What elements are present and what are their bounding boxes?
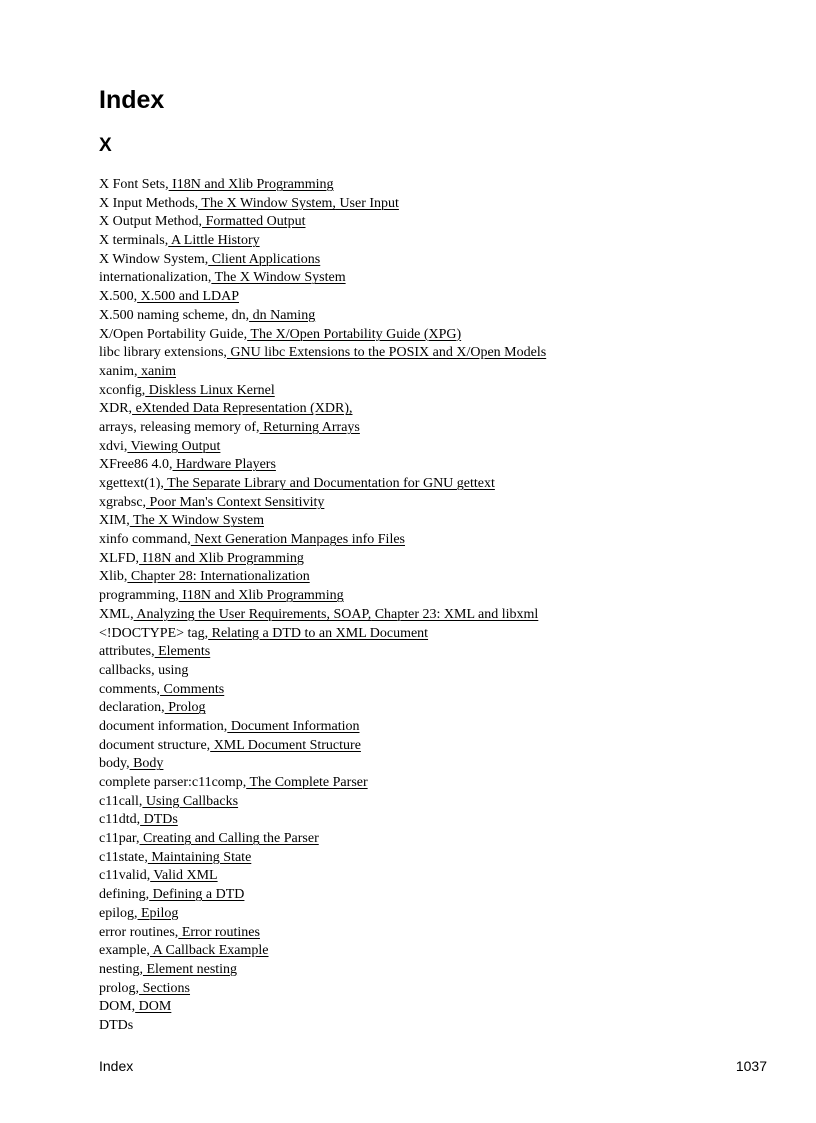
index-link[interactable]: Poor Man's Context Sensitivity (146, 494, 325, 510)
index-link[interactable]: Body (129, 756, 164, 772)
index-term: DTDs (99, 1017, 134, 1033)
index-entry (99, 867, 546, 886)
index-entry (99, 718, 546, 737)
index-term: xconfig, (99, 382, 146, 398)
index-entry (99, 587, 546, 606)
index-term: X.500 naming scheme, dn, (99, 307, 250, 323)
index-entry (99, 269, 546, 288)
index-link[interactable]: Relating a DTD to an XML Document (208, 625, 429, 641)
index-term: declaration, (99, 700, 165, 716)
index-term: programming, (99, 588, 179, 604)
index-link[interactable]: The X Window System (211, 270, 346, 286)
section-heading: X (99, 135, 112, 156)
index-term: body, (99, 756, 130, 772)
index-entry (99, 1017, 546, 1036)
index-link[interactable]: Formatted Output (202, 214, 306, 230)
index-term: X Output Method, (99, 214, 203, 230)
index-entry (99, 475, 546, 494)
index-link[interactable]: Analyzing the User Requirements, (133, 606, 330, 622)
index-entry (99, 793, 546, 812)
index-link[interactable]: Error routines (178, 924, 260, 940)
index-link[interactable]: Sections (139, 980, 191, 996)
index-term: xinfo command, (99, 532, 191, 548)
index-link[interactable]: Using Callbacks (142, 793, 239, 809)
index-link[interactable]: Viewing Output (127, 438, 221, 454)
index-entry (99, 961, 546, 980)
index-term: c11dtd, (99, 812, 141, 828)
index-link[interactable]: I18N and Xlib Programming (139, 550, 304, 566)
index-term: internationalization, (99, 270, 212, 286)
index-link[interactable]: Client Applications (208, 251, 321, 267)
index-link[interactable]: dn Naming (249, 307, 316, 323)
index-link[interactable]: xanim (137, 363, 176, 379)
index-entry (99, 998, 546, 1017)
index-entry (99, 625, 546, 644)
index-entry-list (99, 176, 546, 1036)
index-link[interactable]: Next Generation Manpages info Files (190, 532, 405, 548)
index-entry (99, 419, 546, 438)
index-link[interactable]: Defining a DTD (149, 887, 245, 903)
index-term: example, (99, 943, 150, 959)
index-link[interactable]: Diskless Linux Kernel (145, 382, 275, 398)
index-entry (99, 344, 546, 363)
index-link[interactable]: Chapter 23: XML and libxml (371, 606, 539, 622)
index-term: Xlib, (99, 569, 128, 585)
index-entry (99, 568, 546, 587)
index-entry (99, 251, 546, 270)
index-term: XIM, (99, 513, 130, 529)
index-term: prolog, (99, 980, 140, 996)
index-term: X.500, (99, 289, 138, 305)
index-link[interactable]: Element nesting (142, 961, 238, 977)
index-link[interactable]: Document Information (227, 718, 360, 734)
index-term: epilog, (99, 905, 138, 921)
index-term: X terminals, (99, 233, 169, 249)
index-entry (99, 400, 546, 419)
index-term: c11call, (99, 793, 143, 809)
index-link[interactable]: A Callback Example (149, 943, 269, 959)
index-entry (99, 755, 546, 774)
index-term: XDR, (99, 401, 133, 417)
index-link[interactable]: The X/Open Portability Guide (XPG) (247, 326, 462, 342)
index-entry (99, 176, 546, 195)
index-link[interactable]: Valid XML (150, 868, 218, 884)
index-term: comments, (99, 681, 161, 697)
index-link[interactable]: Epilog (137, 905, 179, 921)
index-entry (99, 699, 546, 718)
index-link[interactable]: X.500 and LDAP (137, 289, 240, 305)
index-term: xdvi, (99, 438, 128, 454)
index-term: xgrabsc, (99, 494, 147, 510)
index-entry (99, 195, 546, 214)
index-link[interactable]: DTDs (140, 812, 178, 828)
index-entry (99, 382, 546, 401)
index-term: <!DOCTYPE> tag, (99, 625, 209, 641)
index-entry (99, 213, 546, 232)
footer-section-label: Index (99, 1058, 134, 1074)
index-link[interactable]: SOAP, (329, 606, 372, 622)
index-entry (99, 232, 546, 251)
index-link[interactable]: Returning Arrays (259, 419, 360, 435)
index-link[interactable]: The X Window System, (198, 195, 336, 211)
index-entry (99, 363, 546, 382)
index-link[interactable]: I18N and Xlib Programming (178, 588, 344, 604)
index-term: error routines, (99, 924, 179, 940)
index-term: XML, (99, 606, 134, 622)
index-term: xanim, (99, 363, 138, 379)
index-link[interactable]: A Little History (168, 233, 260, 249)
index-term: c11valid, (99, 868, 151, 884)
index-term: defining, (99, 887, 150, 903)
index-entry (99, 512, 546, 531)
index-term: c11state, (99, 849, 148, 865)
index-entry (99, 737, 546, 756)
index-term: document information, (99, 718, 228, 734)
index-link[interactable]: User Input (335, 195, 399, 211)
index-link[interactable]: The Complete Parser (246, 775, 368, 790)
index-link[interactable]: DOM (135, 999, 172, 1015)
index-term: attributes, (99, 644, 155, 660)
index-entry (99, 288, 546, 307)
index-entry (99, 811, 546, 830)
index-entry (99, 307, 546, 326)
index-term: libc library extensions, (99, 345, 227, 361)
index-link[interactable]: Chapter 28: Internationalization (127, 569, 310, 585)
index-entry (99, 942, 546, 961)
index-entry (99, 494, 546, 513)
index-term: DOM, (99, 999, 136, 1015)
index-term: X Input Methods, (99, 195, 199, 211)
index-entry (99, 550, 546, 569)
index-entry (99, 531, 546, 550)
index-link[interactable]: Hardware Players (172, 457, 276, 473)
index-entry (99, 905, 546, 924)
index-term: XFree86 4.0, (99, 457, 173, 473)
index-entry (99, 606, 546, 625)
index-entry (99, 456, 546, 475)
index-term: complete parser:c11comp, (99, 775, 247, 790)
index-entry (99, 643, 546, 662)
index-term: xgettext(1), (99, 476, 164, 491)
index-term: X Window System, (99, 251, 209, 267)
index-term: nesting, (99, 961, 143, 977)
index-entry (99, 681, 546, 700)
index-link[interactable]: GNU libc Extensions to the POSIX and X/Open Models (226, 345, 547, 361)
index-term: X Font Sets, (99, 177, 169, 192)
index-entry (99, 326, 546, 345)
index-term: c11par, (99, 831, 140, 847)
index-entry (99, 438, 546, 457)
index-entry (99, 886, 546, 905)
index-entry (99, 830, 546, 849)
index-link[interactable]: Comments (160, 681, 225, 697)
index-term: callbacks, using (99, 662, 189, 678)
index-term: arrays, releasing memory of, (99, 419, 260, 435)
index-term: document structure, (99, 737, 211, 753)
index-link[interactable]: Prolog (164, 700, 206, 716)
index-link[interactable]: The X Window System (129, 513, 264, 529)
index-link[interactable]: The Separate Library and Documentation for GNU gettext (163, 476, 495, 491)
index-term: XLFD, (99, 550, 140, 566)
index-entry (99, 980, 546, 999)
index-link[interactable]: eXtended Data Representation (XDR), (132, 401, 353, 417)
index-link[interactable]: Maintaining State (147, 849, 252, 865)
index-entry (99, 849, 546, 868)
index-link[interactable]: Elements (154, 644, 211, 660)
page-number: 1037 (735, 1058, 767, 1074)
index-entry (99, 662, 546, 681)
index-link[interactable]: Creating and Calling the Parser (139, 831, 319, 847)
page-title: Index (99, 86, 165, 114)
index-entry (99, 924, 546, 943)
index-entry (99, 774, 546, 793)
index-link[interactable]: I18N and Xlib Programming (168, 177, 334, 192)
index-link[interactable]: XML Document Structure (210, 737, 361, 753)
index-term: X/Open Portability Guide, (99, 326, 248, 342)
